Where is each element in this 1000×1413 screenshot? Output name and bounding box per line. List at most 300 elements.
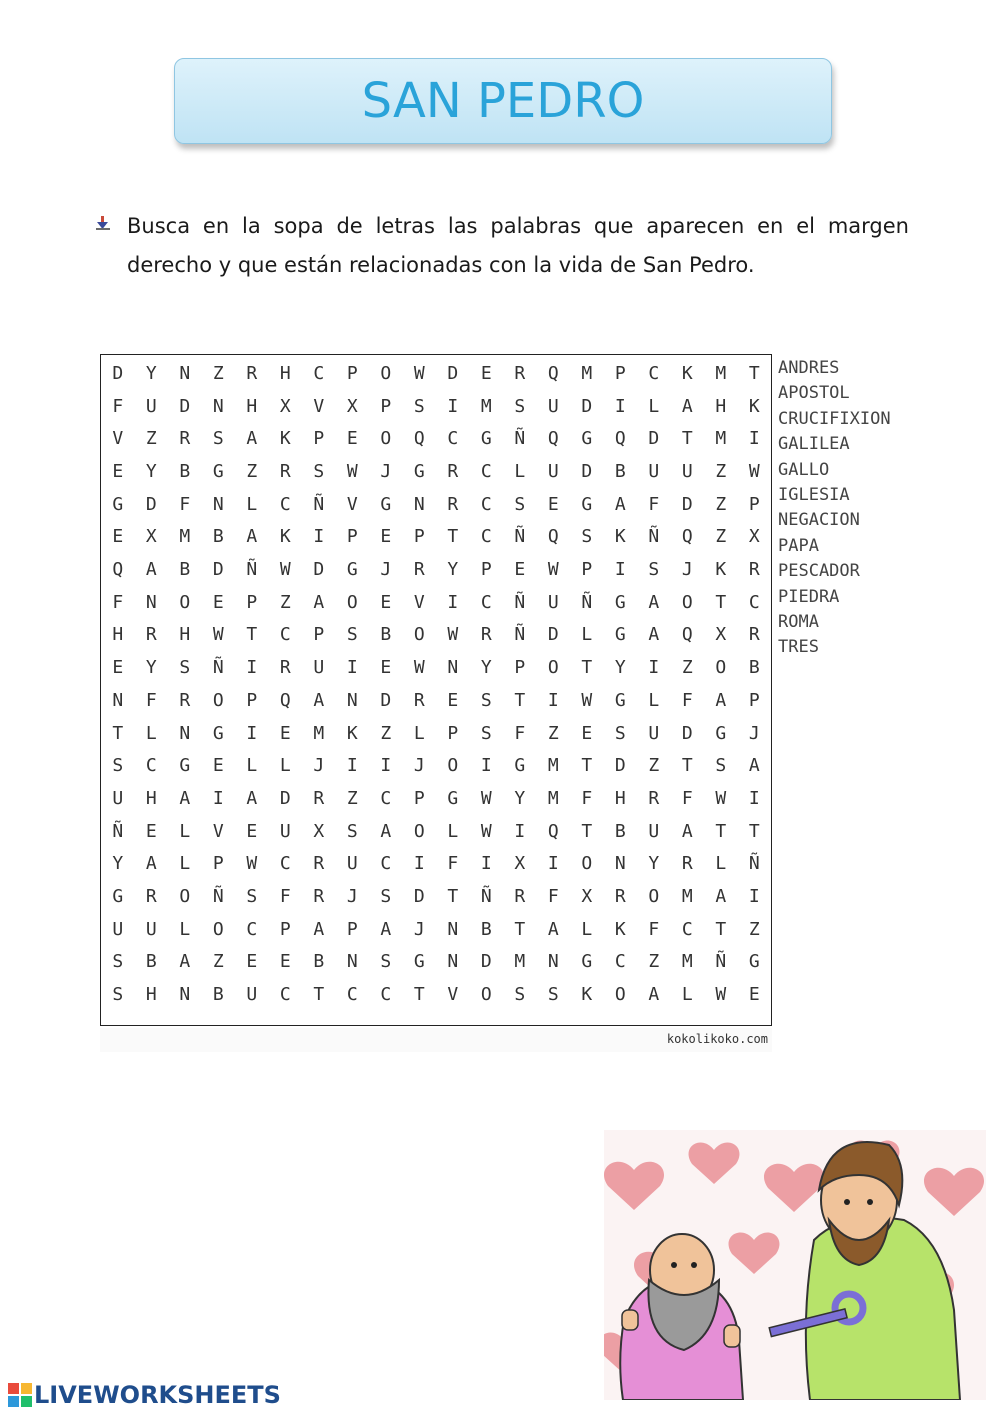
grid-letter: W [480,820,492,842]
grid-letter: D [581,395,593,417]
grid-letter: Y [145,657,157,679]
grid-letter: R [246,362,258,384]
grid-letter: C [279,493,291,515]
grid-letter: P [614,362,626,384]
grid-letter: N [447,951,459,973]
grid-letter: E [279,722,291,744]
grid-letter: J [413,918,425,940]
grid-letter: P [346,362,358,384]
liveworksheets-logo [8,1381,281,1409]
grid-letter: Q [547,820,559,842]
grid-letter: E [246,820,258,842]
grid-letter: L [447,820,459,842]
grid-letter: J [413,755,425,777]
grid-letter: R [179,689,191,711]
grid-letter: I [346,657,358,679]
grid-letter: Q [547,526,559,548]
grid-letter: T [413,984,425,1006]
grid-letter: X [279,395,291,417]
grid-letter: J [748,722,760,744]
grid-letter: R [279,460,291,482]
grid-letter: S [413,395,425,417]
grid-letter: N [179,722,191,744]
grid-letter: L [648,395,660,417]
grid-letter: A [648,591,660,613]
grid-letter: B [179,460,191,482]
grid-letter: Y [112,853,124,875]
grid-letter: W [715,787,727,809]
grid-letter: S [715,755,727,777]
grid-letter: E [145,820,157,842]
grid-letter: P [748,493,760,515]
grid-letter: U [145,395,157,417]
grid-letter: E [246,951,258,973]
grid-letter: T [447,526,459,548]
grid-letter: I [380,755,392,777]
grid-letter: I [648,657,660,679]
grid-letter: Q [614,428,626,450]
grid-letter: A [715,886,727,908]
grid-letter: J [346,886,358,908]
grid-letter: G [346,559,358,581]
grid-letter: G [380,493,392,515]
grid-letter: C [380,853,392,875]
grid-letter: M [313,722,325,744]
grid-letter: D [581,460,593,482]
grid-letter: R [179,428,191,450]
grid-letter: I [480,853,492,875]
grid-letter: P [480,559,492,581]
grid-letter: L [179,853,191,875]
grid-letter: Ñ [514,526,526,548]
grid-letter: E [380,591,392,613]
grid-letter: N [179,362,191,384]
grid-letter: F [447,853,459,875]
grid-letter: I [748,886,760,908]
grid-letter: X [313,820,325,842]
grid-letter: Ñ [748,853,760,875]
grid-letter: T [748,362,760,384]
grid-letter: U [547,460,559,482]
grid-letter: F [681,689,693,711]
grid-letter: Ñ [480,886,492,908]
grid-letter: B [179,559,191,581]
grid-letter: C [480,526,492,548]
grid-letter: G [614,591,626,613]
grid-letter: S [112,755,124,777]
grid-letter: G [112,493,124,515]
word-list-item: CRUCIFIXION [778,408,891,429]
grid-letter: S [480,689,492,711]
grid-letter: N [179,984,191,1006]
grid-letter: A [313,591,325,613]
grid-letter: T [447,886,459,908]
grid-letter: R [145,886,157,908]
grid-letter: L [648,689,660,711]
grid-letter: E [547,493,559,515]
grid-letter: G [748,951,760,973]
grid-letter: U [648,820,660,842]
grid-letter: C [279,984,291,1006]
grid-letter: P [514,657,526,679]
grid-letter: E [112,460,124,482]
grid-letter: G [581,951,593,973]
grid-letter: I [447,591,459,613]
grid-letter: G [715,722,727,744]
grid-letter: O [648,886,660,908]
grid-letter: I [246,657,258,679]
grid-letter: V [112,428,124,450]
grid-letter: E [514,559,526,581]
grid-letter: K [681,362,693,384]
grid-letter: T [313,984,325,1006]
grid-letter: S [112,984,124,1006]
grid-letter: U [547,395,559,417]
grid-letter: G [614,689,626,711]
grid-letter: P [313,624,325,646]
grid-letter: U [145,918,157,940]
grid-letter: H [279,362,291,384]
grid-letter: B [614,820,626,842]
grid-letter: I [547,689,559,711]
grid-letter: P [380,395,392,417]
grid-letter: T [581,755,593,777]
grid-letter: Q [279,689,291,711]
grid-letter: D [145,493,157,515]
grid-letter: H [246,395,258,417]
grid-letter: A [648,984,660,1006]
grid-letter: I [614,559,626,581]
grid-letter: C [380,787,392,809]
grid-letter: C [480,591,492,613]
grid-letter: U [648,460,660,482]
grid-letter: Z [145,428,157,450]
grid-letter: A [748,755,760,777]
grid-letter: Y [480,657,492,679]
grid-letter: B [313,951,325,973]
grid-letter: N [346,689,358,711]
grid-letter: P [279,918,291,940]
grid-letter: A [681,820,693,842]
grid-letter: T [246,624,258,646]
grid-letter: N [614,853,626,875]
grid-letter: H [112,624,124,646]
grid-letter: N [447,918,459,940]
grid-letter: D [279,787,291,809]
word-list-item: PESCADOR [778,561,860,582]
grid-letter: H [715,395,727,417]
grid-letter: Z [748,918,760,940]
grid-letter: R [748,559,760,581]
grid-letter: P [413,526,425,548]
grid-letter: C [480,460,492,482]
grid-letter: P [748,689,760,711]
grid-letter: S [380,951,392,973]
grid-letter: O [380,428,392,450]
grid-letter: O [413,820,425,842]
grid-letter: S [212,428,224,450]
grid-letter: I [748,787,760,809]
grid-letter: K [715,559,727,581]
grid-letter: A [380,820,392,842]
grid-letter: T [514,918,526,940]
grid-letter: I [547,853,559,875]
grid-letter: I [480,755,492,777]
word-list-item: ANDRES [778,358,840,378]
grid-letter: K [748,395,760,417]
grid-letter: S [313,460,325,482]
grid-letter: Ñ [212,886,224,908]
grid-letter: E [380,526,392,548]
grid-letter: S [514,395,526,417]
grid-letter: Z [715,526,727,548]
grid-letter: A [614,493,626,515]
grid-letter: T [715,820,727,842]
grid-letter: W [748,460,760,482]
grid-letter: H [145,984,157,1006]
grid-letter: N [212,395,224,417]
bullet-arrow-icon [96,216,110,230]
word-list-item: GALILEA [778,434,850,455]
grid-letter: A [547,918,559,940]
instructions-text: Busca en la sopa de letras las palabras que aparecen en el margen derecho y que están relacionadas con la vida de San Pedro. [127,214,909,277]
grid-letter: S [581,526,593,548]
grid-letter: U [246,984,258,1006]
grid-letter: O [380,362,392,384]
grid-letter: R [614,886,626,908]
grid-letter: M [547,787,559,809]
grid-letter: O [212,918,224,940]
word-list-item: APOSTOL [778,383,850,404]
grid-letter: Y [145,460,157,482]
grid-letter: R [313,886,325,908]
grid-letter: C [681,918,693,940]
grid-letter: S [614,722,626,744]
grid-letter: Z [681,657,693,679]
grid-letter: U [279,820,291,842]
grid-letter: L [145,722,157,744]
grid-letter: Q [681,624,693,646]
grid-letter: E [380,657,392,679]
grid-letter: Q [681,526,693,548]
word-list-item: ROMA [778,612,819,633]
grid-letter: N [413,493,425,515]
grid-letter: R [313,853,325,875]
grid-letter: M [715,428,727,450]
grid-letter: G [480,428,492,450]
grid-letter: Z [346,787,358,809]
grid-letter: F [112,395,124,417]
grid-letter: P [581,559,593,581]
grid-letter: O [179,591,191,613]
grid-letter: Q [547,428,559,450]
grid-letter: F [112,591,124,613]
grid-letter: T [581,657,593,679]
grid-letter: R [447,460,459,482]
grid-letter: O [447,755,459,777]
grid-letter: C [380,984,392,1006]
grid-letter: K [614,526,626,548]
grid-letter: Z [648,951,660,973]
grid-letter: E [480,362,492,384]
grid-letter: W [581,689,593,711]
grid-letter: R [514,886,526,908]
grid-letter: E [447,689,459,711]
grid-letter: V [313,395,325,417]
grid-letter: A [179,787,191,809]
grid-letter: D [681,493,693,515]
grid-letter: A [246,787,258,809]
grid-letter: M [179,526,191,548]
grid-letter: Y [447,559,459,581]
grid-letter: T [514,689,526,711]
grid-letter: I [212,787,224,809]
grid-letter: D [648,428,660,450]
grid-letter: G [447,787,459,809]
grid-letter: F [681,787,693,809]
grid-letter: F [514,722,526,744]
grid-letter: U [346,853,358,875]
grid-letter: D [447,362,459,384]
grid-letter: A [648,624,660,646]
grid-letter: B [212,984,224,1006]
grid-letter: A [145,853,157,875]
grid-letter: Ñ [514,428,526,450]
grid-letter: A [380,918,392,940]
grid-letter: O [413,624,425,646]
grid-letter: Z [212,362,224,384]
grid-letter: O [480,984,492,1006]
grid-letter: D [681,722,693,744]
grid-letter: J [681,559,693,581]
grid-letter: Q [413,428,425,450]
grid-letter: E [346,428,358,450]
grid-letter: U [112,787,124,809]
grid-letter: N [346,951,358,973]
grid-letter: C [748,591,760,613]
grid-letter: I [447,395,459,417]
grid-letter: C [480,493,492,515]
grid-letter: W [547,559,559,581]
grid-letter: W [346,460,358,482]
grid-letter: Y [614,657,626,679]
grid-letter: G [212,460,224,482]
grid-letter: S [112,951,124,973]
grid-letter: N [112,689,124,711]
grid-letter: M [681,951,693,973]
grid-letter: F [581,787,593,809]
grid-letter: E [581,722,593,744]
word-list-item: PIEDRA [778,586,840,607]
word-search-grid [100,354,772,1026]
grid-letter: J [380,559,392,581]
grid-letter: Z [212,951,224,973]
grid-letter: X [346,395,358,417]
grid-letter: O [581,853,593,875]
grid-letter: O [614,984,626,1006]
grid-letter: S [346,820,358,842]
word-list-item: TRES [778,637,819,658]
grid-letter: Ñ [112,820,124,842]
grid-letter: Ñ [212,657,224,679]
grid-letter: K [614,918,626,940]
grid-letter: G [212,722,224,744]
grid-letter: V [212,820,224,842]
grid-letter: O [547,657,559,679]
grid-letter: U [313,657,325,679]
grid-letter: K [346,722,358,744]
grid-letter: I [246,722,258,744]
grid-letter: C [145,755,157,777]
grid-letter: B [145,951,157,973]
grid-letter: Z [279,591,291,613]
grid-letter: T [748,820,760,842]
grid-letter: D [380,689,392,711]
grid-letter: V [346,493,358,515]
grid-letter: I [413,853,425,875]
grid-letter: W [480,787,492,809]
grid-letter: T [581,820,593,842]
saint-peter-illustration [604,1130,986,1400]
grid-letter: S [380,886,392,908]
grid-letter: V [413,591,425,613]
grid-letter: O [715,657,727,679]
grid-letter: I [346,755,358,777]
grid-letter: A [313,918,325,940]
grid-letter: F [547,886,559,908]
grid-letter: S [547,984,559,1006]
grid-letter: Ñ [514,624,526,646]
grid-letter: L [179,918,191,940]
grid-letter: K [279,428,291,450]
grid-letter: L [279,755,291,777]
grid-letter: J [313,755,325,777]
grid-letter: U [681,460,693,482]
grid-letter: T [112,722,124,744]
grid-letter: R [279,657,291,679]
grid-letter: P [246,591,258,613]
grid-letter: W [279,559,291,581]
grid-letter: X [514,853,526,875]
grid-letter: U [547,591,559,613]
grid-letter: Ñ [313,493,325,515]
grid-letter: T [715,918,727,940]
grid-letter: P [346,918,358,940]
grid-letter: S [246,886,258,908]
grid-letter: F [179,493,191,515]
grid-letter: R [313,787,325,809]
grid-letter: X [748,526,760,548]
grid-letter: I [514,820,526,842]
grid-letter: B [614,460,626,482]
grid-letter: C [279,853,291,875]
grid-letter: R [681,853,693,875]
grid-letter: S [514,493,526,515]
grid-letter: L [581,918,593,940]
grid-letter: N [145,591,157,613]
grid-letter: Z [715,493,727,515]
grid-letter: E [212,755,224,777]
grid-letter: T [681,755,693,777]
grid-letter: G [413,951,425,973]
grid-letter: E [212,591,224,613]
grid-letter: N [547,951,559,973]
credit-strip [100,1028,772,1052]
title-banner [174,58,832,144]
grid-letter: D [179,395,191,417]
grid-letter: A [179,951,191,973]
grid-letter: P [246,689,258,711]
